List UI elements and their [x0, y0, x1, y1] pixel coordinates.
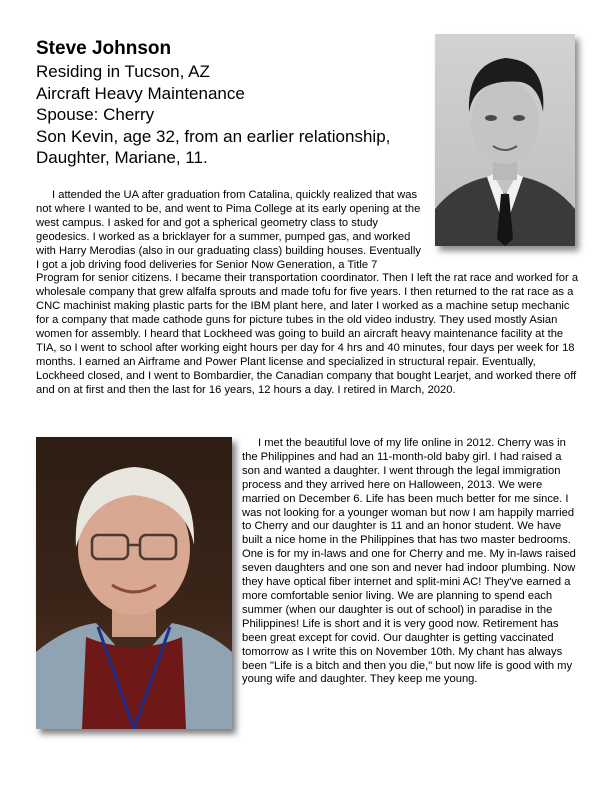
recent-portrait-photo	[36, 437, 232, 729]
residence-line: Residing in Tucson, AZ	[36, 62, 210, 81]
bio-paragraph-career-text: I attended the UA after graduation from Catalina, quickly realized that was not where I wanted to be, and went to Pima College at its early opening at the west campus. I asked for and got a spherical geometry class to study geodesics. I worked as a bricklayer for a summer, pumped gas, and worked with Harry Merodias (also in our graduating class) building houses. Eventually I got a job driving food deliveries for Senior Now Generation, a Title 7 Program for senior citizens. I became their transportation coordinator. Then I left the rat race and worked for a wholesale company that grew alfalfa sprouts and made tofu for five years. I then returned to the rat race as a CNC machinist making plastic parts for the IBM plant here, and later I worked as a machine setup mechanic for a company that made cathode guns for picture tubes in the old video industry. They used mostly Asian women for assembly. I heard that Lockheed was going to build an aircraft heavy maintenance facility at the TIA, so I went to school after working eight hours per day for 4 hrs and 40 minutes, four days per week for 18 months. I earned an Airframe and Power Plant license and specialized in structural repair. Eventually, Lockheed closed, and I went to Bombardier, the Canadian company that bought Learjet, and worked there off and on at first and then the last for 16 years, 12 hours a day. I retired in March, 2020.	[36, 189, 579, 396]
person-name: Steve Johnson	[36, 38, 172, 59]
photo-spacer	[423, 189, 581, 259]
son-line: Son Kevin, age 32, from an earlier relationship,	[36, 126, 391, 146]
daughter-line: Daughter, Mariane, 11.	[36, 148, 208, 167]
bio-paragraph-family: I met the beautiful love of my life online in 2012. Cherry was in the Philippines and had an 11-month-old baby girl. I had raised a son and wanted a daughter. I went through the legal immigration process and they arrived here on Halloween, 2013. We were married on December 6. Life has been much better for me since. I was not looking for a younger woman but now I am happily married to Cherry and our daughter is 11 and an honor student. We have built a nice home in the Philippines that has two master bedrooms. One is for my in-laws and one for Cherry and me. My in-laws raised seven daughters and one son and never had indoor plumbing. Now they have optical fiber internet and split-mini AC! They've earned a more comfortable senior living. We are planning to spend each summer (when our daughter is out of school) in paradise in the Philippines! Life is short and it is very good now. Retirement has been great except for covid. Our daughter is getting vaccinated tomorrow as I write this on November 10th. My chant has always been "Life is a bitch and then you die," but now life is good with my young wife and daughter. They keep me young.	[242, 437, 576, 686]
profile-header	[36, 38, 436, 169]
bio-paragraph-career	[36, 189, 581, 398]
occupation-line: Aircraft Heavy Maintenance	[36, 83, 245, 103]
spouse-line: Spouse: Cherry	[36, 105, 155, 124]
